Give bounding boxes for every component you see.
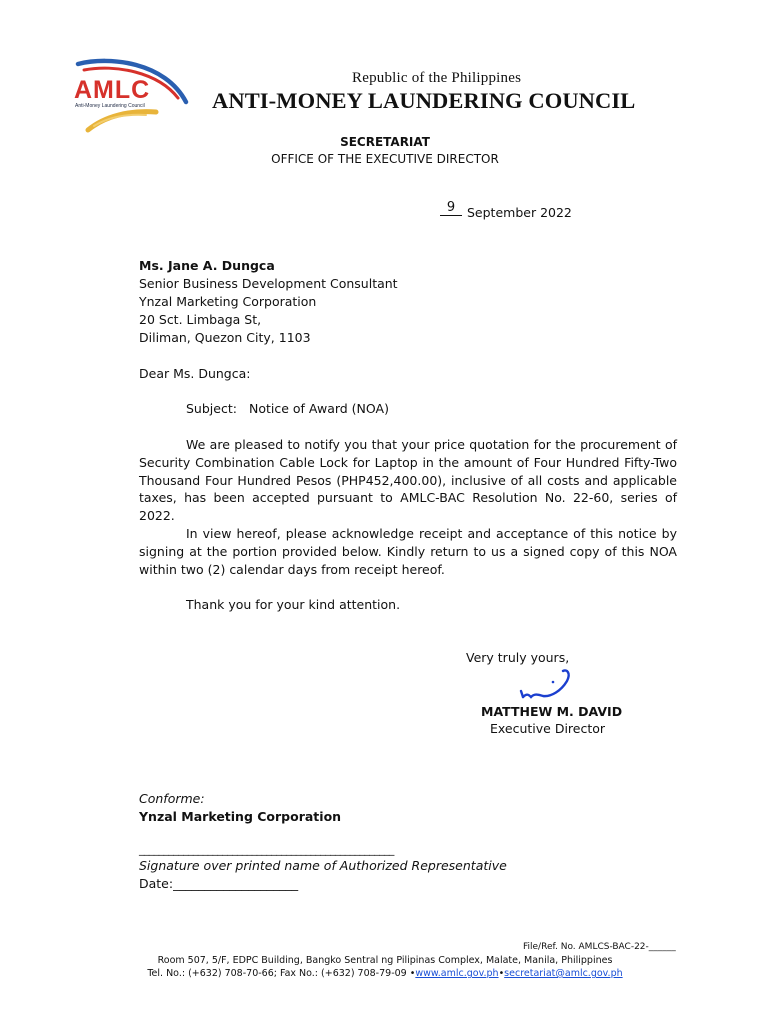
website-link[interactable]: www.amlc.gov.ph [415,968,499,979]
svg-text:AMLC: AMLC [74,76,151,104]
bullet-separator: • [498,968,505,979]
date-field: Date:____________________ [139,876,299,891]
footer-phone-fax: Tel. No.: (+632) 708-70-66; Fax No.: (+632) 708-79-09 [147,968,410,979]
footer-address: Room 507, 5/F, EDPC Building, Bangko Sentral ng Pilipinas Complex, Malate, Manila, Philippines [157,955,613,966]
recipient-company: Ynzal Marketing Corporation [139,294,317,309]
salutation: Dear Ms. Dungca: [139,366,251,381]
subject-text: Notice of Award (NOA) [249,401,389,416]
council-heading: ANTI-MONEY LAUNDERING COUNCIL [212,88,636,113]
amlc-logo [70,58,190,134]
body-paragraph-1: We are pleased to notify you that your price quotation for the procurement of Security Combination Cable Lock for Laptop in the amount of Four Hundred Fifty-Two Thousand Four Hundred Pesos (PHP452,400.00), inclusive of all costs and applicable taxes, has been accepted pursuant to AMLC-BAC Resolution No. 22-60, series of 2022. [139,437,677,524]
svg-text:Anti-Money Laundering Council: Anti-Money Laundering Council [75,103,145,109]
body-paragraph-2: In view hereof, please acknowledge receipt and acceptance of this notice by signing at the portion provided below. Kindly return to us a signed copy of this NOA within two (2) calendar days from receipt hereof. [139,526,677,577]
conforme-company: Ynzal Marketing Corporation [139,809,342,824]
signer-name: MATTHEW M. DAVID [481,704,623,719]
subject-label: Subject: [186,401,237,416]
conforme-label: Conforme: [139,791,205,806]
date-month-year: September 2022 [467,205,572,220]
email-link[interactable]: secretariat@amlc.gov.ph [504,968,623,979]
republic-heading: Republic of the Philippines [352,70,522,86]
office-heading: OFFICE OF THE EXECUTIVE DIRECTOR [271,152,499,166]
recipient-address-line2: Diliman, Quezon City, 1103 [139,330,311,345]
recipient-name: Ms. Jane A. Dungca [139,258,275,273]
file-reference: File/Ref. No. AMLCS-BAC-22-______ [523,942,676,952]
valediction: Very truly yours, [466,650,570,665]
signature-caption: Signature over printed name of Authorized Representative [139,858,507,873]
recipient-title: Senior Business Development Consultant [139,276,398,291]
recipient-address-line1: 20 Sct. Limbaga St, [139,312,262,327]
footer-contact [0,968,770,979]
signer-title: Executive Director [490,721,606,736]
secretariat-heading: SECRETARIAT [340,135,430,149]
bullet-separator: • [409,968,416,979]
signature-line: ____________________________________________________ [139,843,394,856]
signature-mark [517,667,577,703]
body-paragraph-3: Thank you for your kind attention. [186,597,401,612]
date-day: 9 [440,201,462,216]
